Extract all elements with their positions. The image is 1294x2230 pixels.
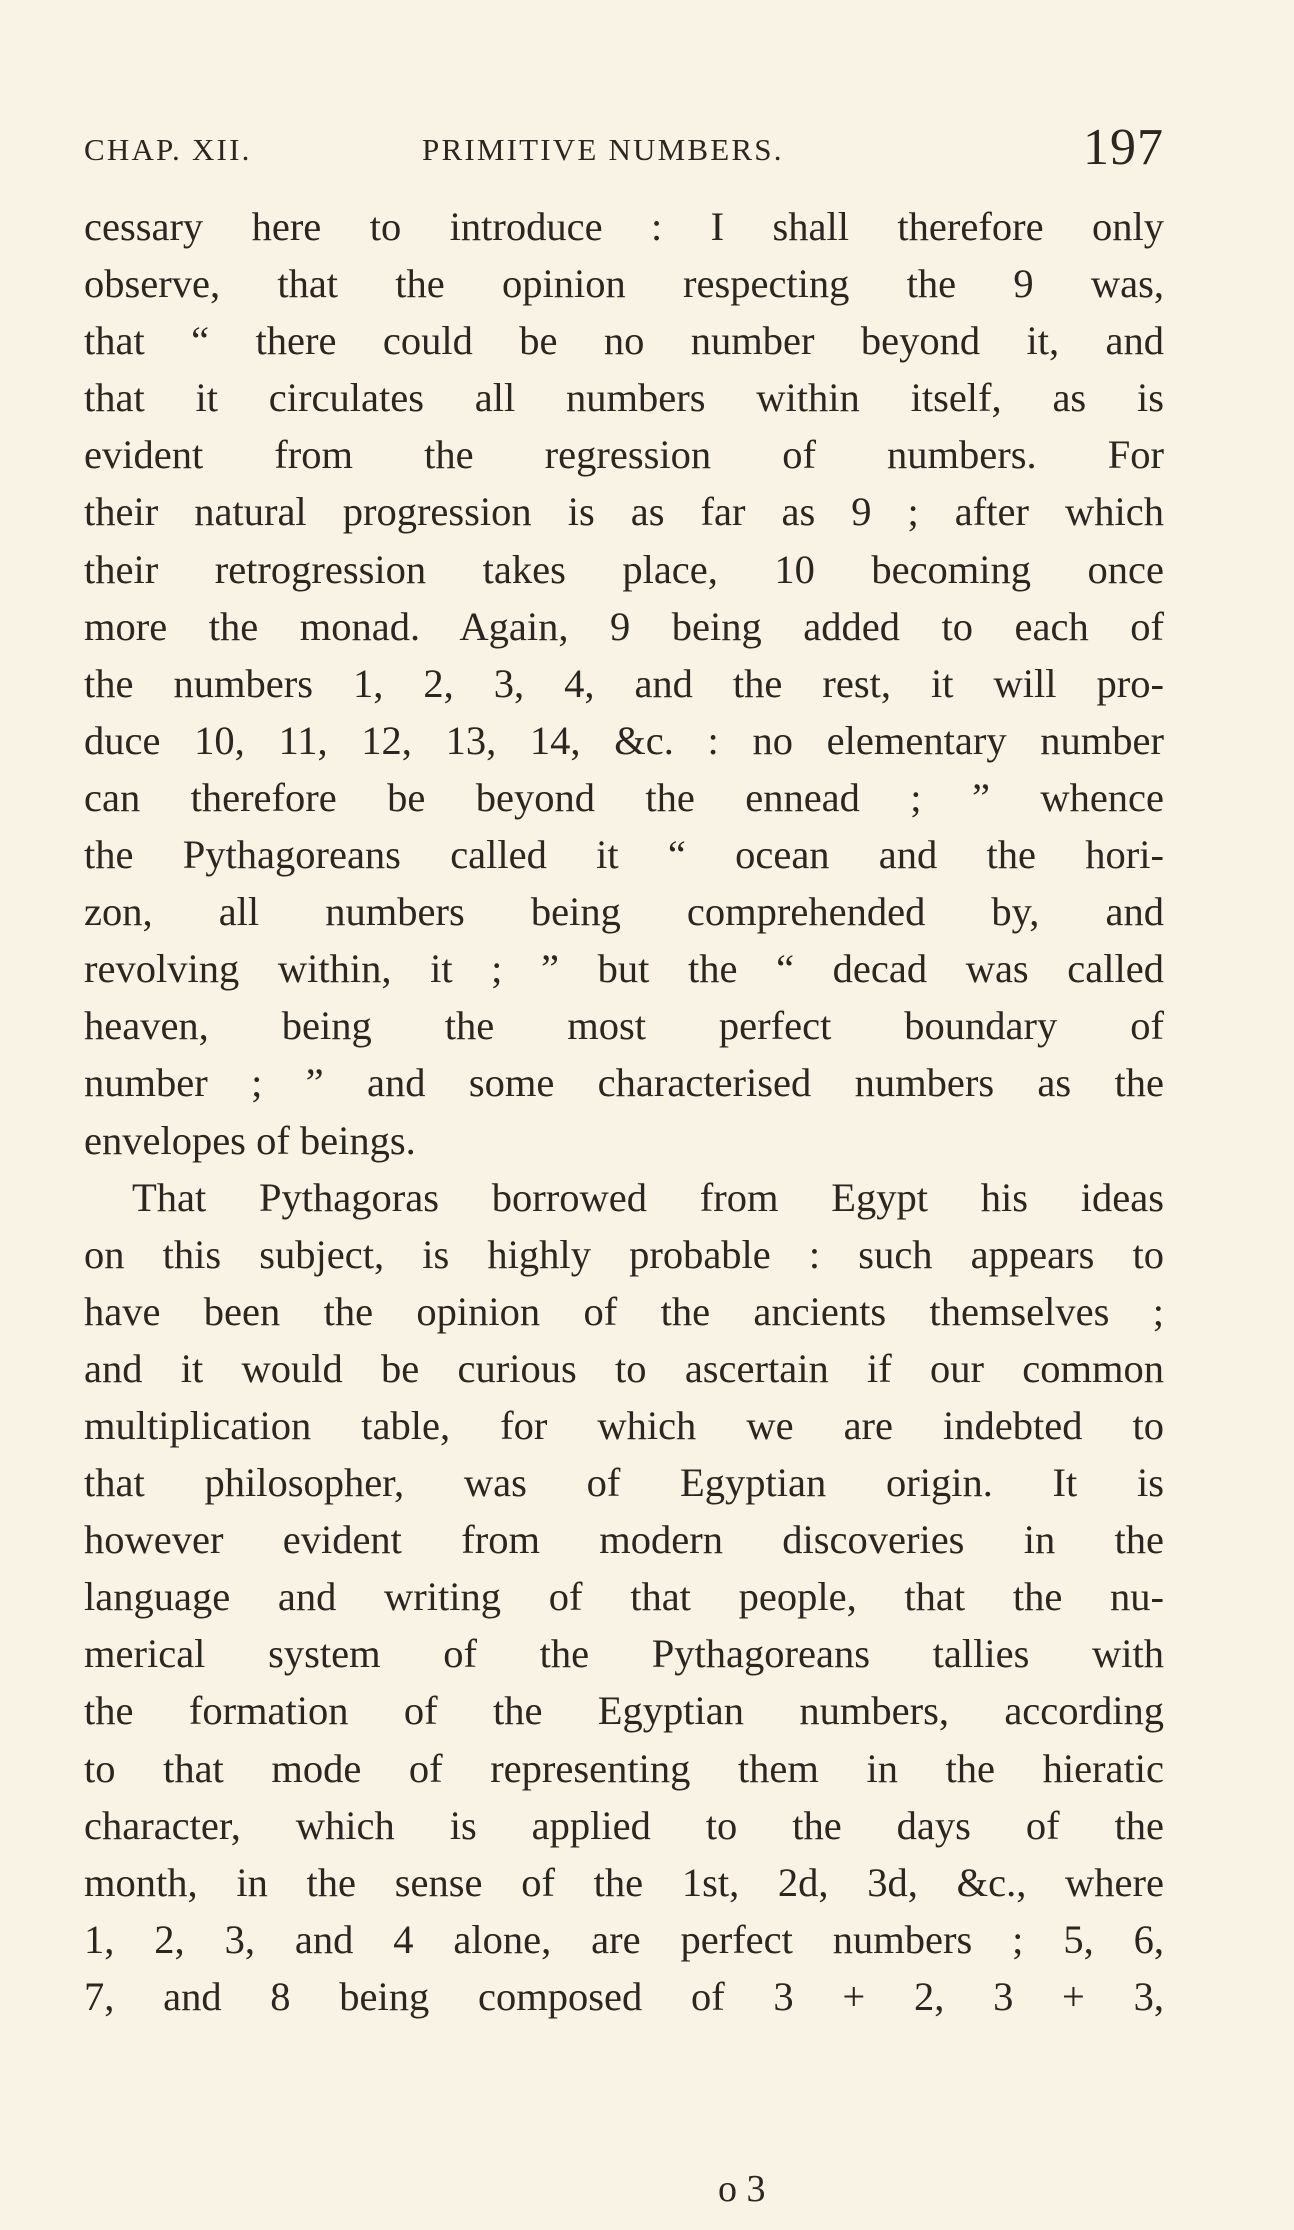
chapter-label: CHAP. XII.: [84, 132, 252, 167]
text-line: duce 10, 11, 12, 13, 14, &c. : no elementary number: [84, 717, 1164, 763]
text-line: can therefore be beyond the ennead ; ” whence: [84, 774, 1164, 820]
text-line: observe, that the opinion respecting the 9 was,: [84, 261, 1164, 307]
text-line: merical system of the Pythagoreans tallies with: [84, 1631, 1164, 1677]
text-line: on this subject, is highly probable : such appears to: [84, 1231, 1164, 1277]
text-line: that “ there could be no number beyond it, and: [84, 318, 1164, 364]
text-line: that it circulates all numbers within itself, as is: [84, 375, 1164, 421]
text-line: 1, 2, 3, and 4 alone, are perfect numbers ; 5, 6,: [84, 1916, 1164, 1962]
running-title: PRIMITIVE NUMBERS.: [422, 132, 784, 167]
text-line: zon, all numbers being comprehended by, and: [84, 889, 1164, 935]
page-number: 197: [1083, 119, 1164, 176]
text-line: multiplication table, for which we are indebted to: [84, 1402, 1164, 1448]
text-line: the numbers 1, 2, 3, 4, and the rest, it will pro-: [84, 660, 1164, 706]
text-line: 7, and 8 being composed of 3 + 2, 3 + 3,: [84, 1973, 1164, 2019]
text-line: number ; ” and some characterised numbers as the: [84, 1060, 1164, 1106]
text-line: the Pythagoreans called it “ ocean and the hori-: [84, 832, 1164, 878]
text-line: character, which is applied to the days of the: [84, 1802, 1164, 1848]
text-line: that philosopher, was of Egyptian origin. It is: [84, 1460, 1164, 1506]
text-line: That Pythagoras borrowed from Egypt his ideas: [132, 1174, 1164, 1220]
text-line: month, in the sense of the 1st, 2d, 3d, &c., where: [84, 1859, 1164, 1905]
text-line: envelopes of beings.: [84, 1117, 416, 1163]
text-line: heaven, being the most perfect boundary of: [84, 1003, 1164, 1049]
text-line: however evident from modern discoveries in the: [84, 1517, 1164, 1563]
text-line: more the monad. Again, 9 being added to each of: [84, 603, 1164, 649]
text-line: language and writing of that people, that the nu-: [84, 1574, 1164, 1620]
text-line: evident from the regression of numbers. For: [84, 432, 1164, 478]
text-line: their retrogression takes place, 10 becoming once: [84, 546, 1164, 592]
text-line: have been the opinion of the ancients themselves ;: [84, 1288, 1164, 1334]
page-body-text: [84, 198, 1164, 2025]
catchword: o 3: [718, 2168, 766, 2210]
text-line: and it would be curious to ascertain if our common: [84, 1345, 1164, 1391]
text-line: revolving within, it ; ” but the “ decad was called: [84, 946, 1164, 992]
running-header: [84, 118, 1164, 182]
text-line: cessary here to introduce : I shall therefore only: [84, 204, 1164, 249]
text-line: the formation of the Egyptian numbers, according: [84, 1688, 1164, 1734]
text-line: to that mode of representing them in the hieratic: [84, 1745, 1164, 1791]
text-line: their natural progression is as far as 9 ; after which: [84, 489, 1164, 535]
